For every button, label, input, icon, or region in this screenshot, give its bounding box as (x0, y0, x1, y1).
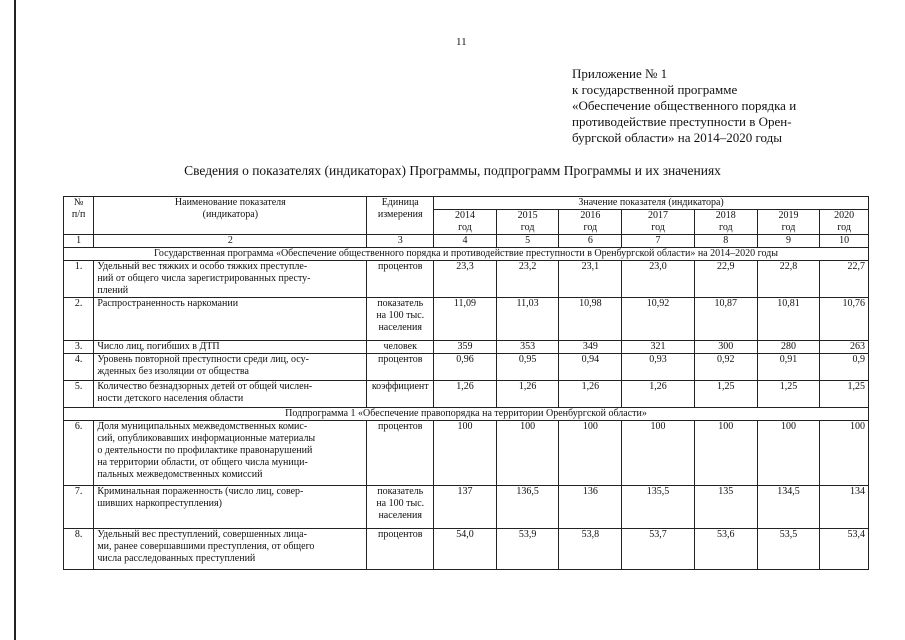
row-number: 4. (64, 354, 94, 381)
value-cell: 353 (496, 341, 559, 354)
header-unit: Единица измерения (367, 197, 434, 235)
table-row (64, 381, 869, 408)
column-number: 2 (94, 235, 367, 248)
value-cell: 100 (559, 421, 622, 486)
value-cell: 23,2 (496, 261, 559, 298)
row-number: 8. (64, 529, 94, 570)
header-row (64, 197, 869, 210)
header-year: 2015 год (496, 210, 559, 235)
unit-cell: показатель на 100 тыс. населения (367, 486, 434, 529)
column-number: 4 (434, 235, 497, 248)
row-number: 1. (64, 261, 94, 298)
header-name: Наименование показателя (индикатора) (94, 197, 367, 235)
value-cell: 53,4 (820, 529, 869, 570)
value-cell: 1,26 (434, 381, 497, 408)
appendix-line: к государственной программе (572, 82, 738, 97)
value-cell: 321 (622, 341, 695, 354)
value-cell: 100 (496, 421, 559, 486)
column-number: 7 (622, 235, 695, 248)
value-cell: 11,03 (496, 298, 559, 341)
column-number: 10 (820, 235, 869, 248)
value-cell: 1,26 (496, 381, 559, 408)
table-row (64, 529, 869, 570)
appendix-line: «Обеспечение общественного порядка и (572, 98, 797, 113)
column-numbers-row (64, 235, 869, 248)
value-cell: 1,25 (757, 381, 820, 408)
value-cell: 10,87 (694, 298, 757, 341)
value-cell: 349 (559, 341, 622, 354)
table-row (64, 354, 869, 381)
header-year: 2020 год (820, 210, 869, 235)
value-cell: 136,5 (496, 486, 559, 529)
appendix-line: противодействие преступности в Орен- (572, 114, 792, 129)
value-cell: 10,92 (622, 298, 695, 341)
value-cell: 23,1 (559, 261, 622, 298)
value-cell: 0,95 (496, 354, 559, 381)
document-title: Сведения о показателях (индикаторах) Программы, подпрограмм Программы и их значениях (184, 163, 721, 178)
value-cell: 1,25 (694, 381, 757, 408)
appendix-line: Приложение № 1 (572, 66, 668, 81)
indicator-name: Распространенность наркомании (94, 298, 367, 341)
value-cell: 22,7 (820, 261, 869, 298)
value-cell: 53,9 (496, 529, 559, 570)
column-number: 1 (64, 235, 94, 248)
value-cell: 100 (820, 421, 869, 486)
appendix-line: бургской области» на 2014–2020 годы (572, 130, 782, 145)
value-cell: 53,7 (622, 529, 695, 570)
section-row (64, 408, 869, 421)
unit-cell: процентов (367, 261, 434, 298)
value-cell: 263 (820, 341, 869, 354)
row-number: 5. (64, 381, 94, 408)
indicator-name: Количество безнадзорных детей от общей числен- ности детского населения области (94, 381, 367, 408)
value-cell: 100 (694, 421, 757, 486)
row-number: 7. (64, 486, 94, 529)
value-cell: 53,8 (559, 529, 622, 570)
value-cell: 0,9 (820, 354, 869, 381)
header-year: 2017 год (622, 210, 695, 235)
header-num: № п/п (64, 197, 94, 235)
value-cell: 134,5 (757, 486, 820, 529)
indicator-name: Удельный вес преступлений, совершенных лица- ми, ранее совершавшими преступления, от общего числа расследованных преступлений (94, 529, 367, 570)
table-row (64, 341, 869, 354)
value-cell: 54,0 (434, 529, 497, 570)
table-row (64, 298, 869, 341)
header-year: 2018 год (694, 210, 757, 235)
value-cell: 11,09 (434, 298, 497, 341)
value-cell: 0,96 (434, 354, 497, 381)
indicators-table (63, 196, 869, 570)
value-cell: 136 (559, 486, 622, 529)
page-number: 11 (456, 36, 467, 48)
value-cell: 1,26 (622, 381, 695, 408)
column-number: 8 (694, 235, 757, 248)
header-year: 2019 год (757, 210, 820, 235)
value-cell: 0,91 (757, 354, 820, 381)
unit-cell: человек (367, 341, 434, 354)
header-year: 2016 год (559, 210, 622, 235)
indicator-name: Доля муниципальных межведомственных комис- сий, опубликовавших информационные материалы о деятельности по профилактике правонарушений на территории области, от общего числа муници- пальных межведомственных комиссий (94, 421, 367, 486)
value-cell: 10,98 (559, 298, 622, 341)
value-cell: 0,92 (694, 354, 757, 381)
value-cell: 1,26 (559, 381, 622, 408)
value-cell: 1,25 (820, 381, 869, 408)
unit-cell: показатель на 100 тыс. населения (367, 298, 434, 341)
value-cell: 23,0 (622, 261, 695, 298)
value-cell: 137 (434, 486, 497, 529)
section-title: Подпрограмма 1 «Обеспечение правопорядка на территории Оренбургской области» (64, 408, 869, 421)
indicator-name: Число лиц, погибших в ДТП (94, 341, 367, 354)
value-cell: 100 (757, 421, 820, 486)
left-margin-rule (14, 0, 16, 640)
indicator-name: Криминальная пораженность (число лиц, совер- шивших наркопреступления) (94, 486, 367, 529)
column-number: 6 (559, 235, 622, 248)
indicator-name: Удельный вес тяжких и особо тяжких преступле- ний от общего числа зарегистрированных престу- плений (94, 261, 367, 298)
table-row (64, 261, 869, 298)
indicator-name: Уровень повторной преступности среди лиц, осу- жденных без изоляции от общества (94, 354, 367, 381)
value-cell: 0,94 (559, 354, 622, 381)
column-number: 3 (367, 235, 434, 248)
appendix-note (572, 66, 872, 146)
value-cell: 0,93 (622, 354, 695, 381)
unit-cell: процентов (367, 354, 434, 381)
value-cell: 300 (694, 341, 757, 354)
value-cell: 23,3 (434, 261, 497, 298)
value-cell: 100 (434, 421, 497, 486)
row-number: 3. (64, 341, 94, 354)
table-row (64, 421, 869, 486)
value-cell: 134 (820, 486, 869, 529)
column-number: 5 (496, 235, 559, 248)
header-value: Значение показателя (индикатора) (434, 197, 869, 210)
table-row (64, 486, 869, 529)
header-year: 2014 год (434, 210, 497, 235)
value-cell: 22,8 (757, 261, 820, 298)
row-number: 2. (64, 298, 94, 341)
value-cell: 10,76 (820, 298, 869, 341)
column-number: 9 (757, 235, 820, 248)
unit-cell: коэффициент (367, 381, 434, 408)
value-cell: 53,5 (757, 529, 820, 570)
unit-cell: процентов (367, 421, 434, 486)
value-cell: 10,81 (757, 298, 820, 341)
value-cell: 100 (622, 421, 695, 486)
value-cell: 22,9 (694, 261, 757, 298)
row-number: 6. (64, 421, 94, 486)
value-cell: 280 (757, 341, 820, 354)
value-cell: 359 (434, 341, 497, 354)
value-cell: 135,5 (622, 486, 695, 529)
value-cell: 135 (694, 486, 757, 529)
value-cell: 53,6 (694, 529, 757, 570)
section-row (64, 248, 869, 261)
unit-cell: процентов (367, 529, 434, 570)
section-title: Государственная программа «Обеспечение общественного порядка и противодействие преступности в Оренбургской области» на 2014–2020 годы (64, 248, 869, 261)
